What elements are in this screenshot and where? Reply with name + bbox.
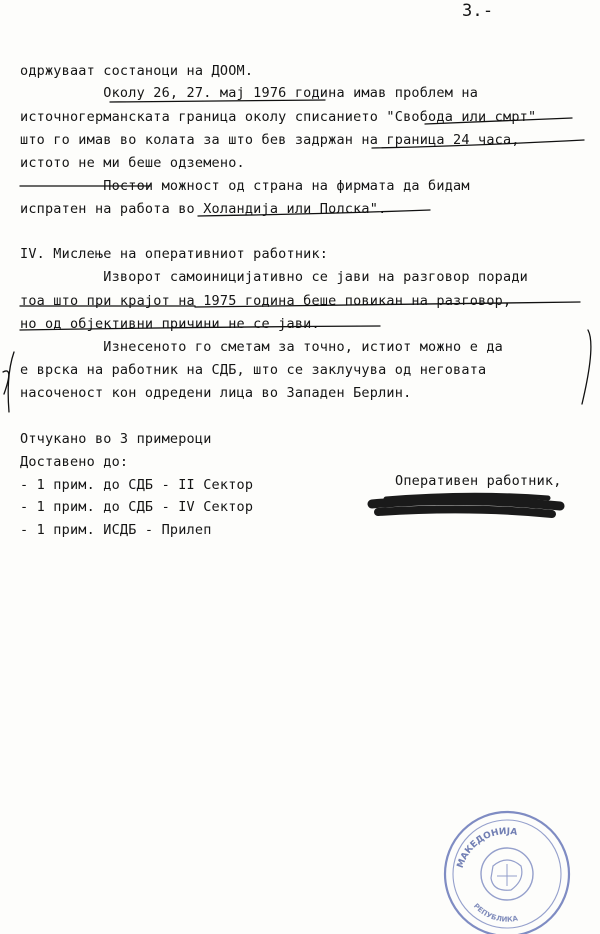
text-line-1: одржуваат состаноци на ДООМ. <box>20 63 254 79</box>
text-line-12: Изнесеното го сметам за точно, истиот можно е да <box>20 339 504 355</box>
text-line-2: Околу 26, 27. мај 1976 година имав проблем на <box>20 85 479 101</box>
text-line-5: истото не ми беше одземено. <box>20 155 245 171</box>
text-line-10: тоа што при крајот на 1975 година беше повикан на разговор, <box>20 293 512 309</box>
underline-magazine <box>425 118 572 124</box>
underline-detention <box>372 140 584 148</box>
copies-note: Отчукано во 3 примероци <box>20 431 212 447</box>
underline-date <box>110 100 325 102</box>
signature-label: Оперативен работник, <box>395 473 562 489</box>
stamp-text-bottom: РЕПУБЛИКА <box>471 902 519 924</box>
underline-reason <box>20 326 380 330</box>
text-line-14: насоченост кон одредени лица во Западен Берлин. <box>20 385 412 401</box>
recipient-line-3: - 1 прим. ИСДБ - Прилеп <box>20 522 212 538</box>
delivered-to-label: Доставено до: <box>20 454 129 470</box>
official-stamp <box>445 812 569 934</box>
recipient-line-2: - 1 прим. до СДБ - IV Сектор <box>20 499 254 515</box>
text-line-6: Постои можност од страна на фирмата да бидам <box>20 178 470 194</box>
underline-year <box>195 302 580 307</box>
text-line-9: Изворот самоиницијативно се јави на разговор поради <box>20 269 528 285</box>
redaction-scribble <box>372 495 560 514</box>
text-line-7: испратен на работа во Холандија или Полска". <box>20 201 387 217</box>
page-number: 3.- <box>462 1 494 21</box>
margin-bracket-left <box>8 352 14 412</box>
underline-destination <box>198 210 430 216</box>
stamp-text-top: МАКЕДОНИЈА <box>455 826 518 870</box>
text-line-3: источногерманската граница околу списанието "Свобода или смрт" <box>20 109 537 125</box>
text-line-11: но од објективни причини не се јави. <box>20 316 320 332</box>
margin-bracket-right <box>582 330 591 404</box>
recipient-line-1: - 1 прим. до СДБ - II Сектор <box>20 477 254 493</box>
section-heading: IV. Мислење на оперативниот работник: <box>20 246 329 262</box>
text-line-4: што го имав во колата за што бев задржан на граница 24 часа, <box>20 132 520 148</box>
text-line-13: е врска на работник на СДБ, што се заклучува од неговата <box>20 362 487 378</box>
